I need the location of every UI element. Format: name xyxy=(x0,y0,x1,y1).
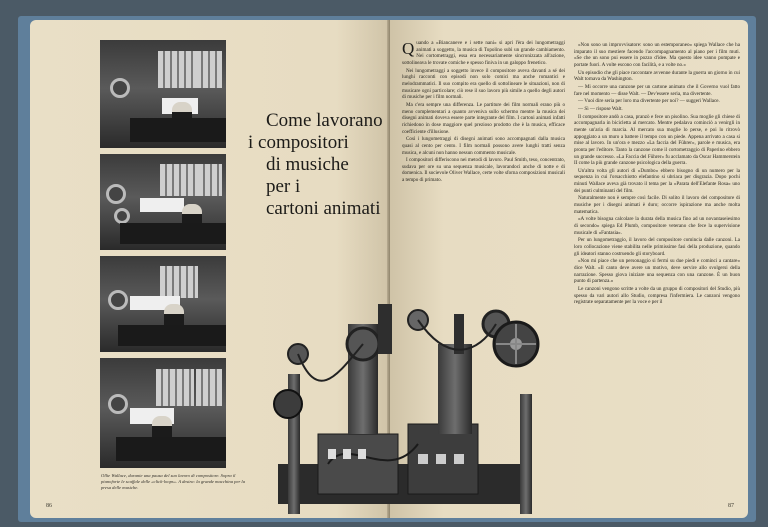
open-book xyxy=(18,16,756,522)
page-number-right: 87 xyxy=(728,503,734,509)
paragraph: Così i lungometraggi di disegni animati sono accompagnati dalla musica quasi al cento per cento. I film normali possono avere lunghi tratti senza musica, e alcuni non hanno nessun commento musicale. xyxy=(402,136,565,156)
drop-cap: Q xyxy=(402,40,415,58)
paragraph: Le canzoni vengono scritte a volte da un gruppo di compositori del Studio, più spesso da vari autori allo Studio, compresa l'infermiera. Le canzoni vengono registrate separatamente per la voce e per il xyxy=(574,285,740,306)
paragraph: — Mi occorre una canzone per un cartone animato che il Governo vuol fatto fare nel momento — disse Walt. — Dev'essere seria, ma divertente. xyxy=(574,83,740,97)
paragraph: I compositori differiscono nei metodi di lavoro. Paul Smith, teso, concentrato, sudava per ore su una sequenza musicale, lavorandoci anche di notte e di domenica. Il socievole Oliver Wallace, certe volte sforna composizioni musicali a tempo di primato. xyxy=(402,157,565,184)
film-recording-machine xyxy=(258,284,558,520)
title-line: i compositori xyxy=(248,132,349,153)
title-line: Come lavorano xyxy=(266,110,383,131)
paragraph: «A volte bisogna calcolare la durata della musica fino ad un novantaseiesimo di secondo» spiega Ed Plumb, compositore veterano che fece la supervisione musicale di «Fantasia». xyxy=(574,216,740,236)
paragraph: Nei lungometraggi a soggetto invece il compositore aveva davanti a sé dei lunghi racconti con episodi non solo comici ma anche romantici e melodrammatici. Il suo compito era quello di sottolineare le situazioni, non di musicare ogni particolare; ciò rese il suo lavoro più simile a quello degli autori di musiche per i film normali. xyxy=(402,67,565,101)
page-number-left: 86 xyxy=(46,503,52,509)
paragraph: Il compositore andò a casa, pranzò e fece un pisolino. Sua moglie gli chiese di accompagnarla in bicicletta al mercato. Mentre pedalava cominciò a venirgli in mente un'aria di marcia. Al mercato sua moglie lo perse, e poi lo ritrovò appoggiato a un muro a battere il tempo con un piede. Appena arrivato a casa si mise al lavoro. In un'ora e mezzo «La faccia del Führer», parole e musica, era pronta per l'editore. Tanto la canzone come il cortometraggio di Paperino ebbero un grande successo. «La Faccia del Führer» fu acclamato da Oscar Hammerstein II come la più grande canzone psicologica della guerra. xyxy=(574,113,740,167)
composer-photo-4 xyxy=(100,358,226,468)
paragraph: — Sì — rispose Walt. xyxy=(578,105,623,112)
paragraph: uando a «Biancaneve e i sette nani» si apri l'èra dei lungometraggi animati a soggetto, la musica di Topolino subì un grande cambiamento. Nei cortometraggi, essa era necessariamente sincronizzata all'azione, sottolineava le trovate comiche e spesso finiva in un galoppo frenetico. xyxy=(402,40,565,66)
composer-photo-2 xyxy=(100,154,226,250)
paragraph: Per un lungometraggio, il lavoro del compositore comincia dalle canzoni. La loro collocazione viene stabilita nelle primissime fasi della produzione, quando gli ideatori stanno costruendo gli storyboard. xyxy=(574,237,740,257)
paragraph: Un episodio che gli piace raccontare avvenne durante la guerra un giorno in cui Walt tornava da Washington. xyxy=(574,69,740,83)
photo-caption: Ollie Wallace, durante una pausa del suo lavoro di compositore. Sopra il pianoforte le scaffale delle «click-loops». A destra: la grande macchina per la presa delle musiche. xyxy=(101,473,245,490)
text-column-1 xyxy=(402,40,565,295)
title-line: per i xyxy=(266,176,301,197)
title-line: cartoni animati xyxy=(266,198,381,219)
title-line: di musiche xyxy=(266,154,349,175)
paragraph: Un'altra volta gli autori di «Dumbo» ebbero bisogno di un numero per la sequenza in cui l'orsacchiotto elefantino si ubriaca per disgrazia. Dopo pochi minuti Wallace aveva già trovato il tema per la «Parata dell'Elefante Rosa» uno dei punti culminanti del film. xyxy=(574,167,740,194)
paragraph: Ma c'era sempre una differenza. Le partiture dei film normali erano più o meno complementari a quanto avveniva sullo schermo mentre la musica dei disegni animati doveva essere parte integrante del film. I cartoni animati infatti richiedono in dose maggiore quel prezioso prodotto che è la musica, efficace coefficiente d'illusione. xyxy=(402,101,565,135)
composer-photo-3 xyxy=(100,256,226,352)
composer-photo-1 xyxy=(100,40,226,148)
paragraph: — Vuoi dire seria per loro ma divertente per noi? — suggerì Wallace. xyxy=(578,98,720,105)
paragraph: Naturalmente non è sempre così facile. Di solito il lavoro del compositore di musiche per i disegni animati è duro; occorre ispirazione ma anche molta matematica. xyxy=(574,195,740,215)
article-title xyxy=(248,110,388,220)
paragraph: «Non mi piace che un personaggio si fermi su due piedi e cominci a cantare» dice Walt. «Il canto deve avere un motivo, deve servire allo svolgersi della narrazione. Spesso giova iniziare una sequenza con una canzone. È un buon punto di partenza.» xyxy=(574,258,740,285)
text-column-2 xyxy=(574,42,740,502)
paragraph: «Non sono un improvvisatore: sono un estemporaneo» spiega Wallace che ha imparato il suo mestiere facendo l'accompagnamento al piano per i film muti. «Se che un sono pui essere in pozzo d'idee. Ma questo idee vanno pompate e portate fuori. A volte escono con facilità, e a volte no.» xyxy=(574,42,740,68)
